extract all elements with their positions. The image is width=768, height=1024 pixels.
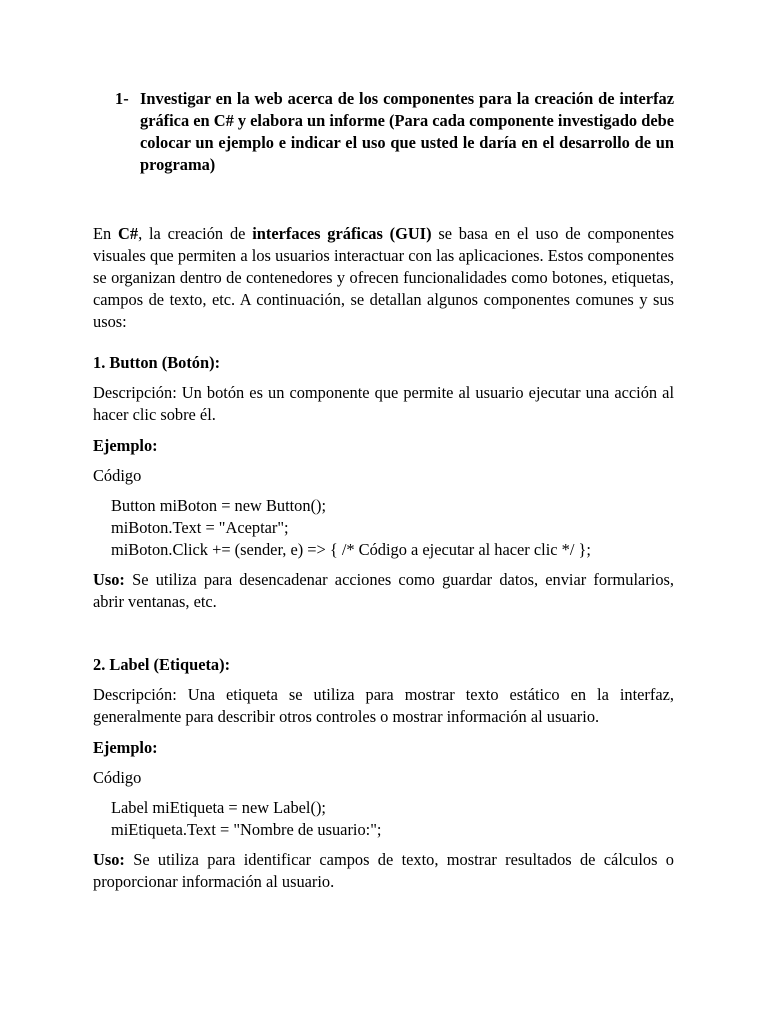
usage-text: Se utiliza para identificar campos de texto, mostrar resultados de cálculos o proporcionar información al usuario. (93, 850, 674, 891)
example-label: Ejemplo: (93, 738, 158, 757)
section-description: Descripción: Una etiqueta se utiliza para mostrar texto estático en la interfaz, generalmente para describir otros controles o mostrar información al usuario. (93, 685, 674, 726)
code-label: Código (93, 466, 142, 485)
task-number: 1- (115, 89, 129, 108)
code-label: Código (93, 768, 142, 787)
usage-label: Uso: (93, 850, 125, 869)
code-line: Button miBoton = new Button(); (111, 496, 327, 515)
usage-paragraph (93, 849, 674, 893)
intro-text-2: , la creación de (138, 224, 253, 243)
document-page (93, 88, 674, 893)
example-label: Ejemplo: (93, 436, 158, 455)
usage-paragraph (93, 569, 674, 613)
code-block (93, 797, 674, 841)
usage-text: Se utiliza para desencadenar acciones como guardar datos, enviar formularios, abrir ventanas, etc. (93, 570, 674, 611)
section-label (93, 654, 674, 893)
intro-paragraph (93, 223, 674, 333)
code-block (93, 495, 674, 561)
task-text: Investigar en la web acerca de los componentes para la creación de interfaz gráfica en C# y elabora un informe (Para cada componente investigado debe colocar un ejemplo e indicar el uso que usted le daría en el desarrollo de un programa) (140, 89, 675, 174)
intro-text-1: En (93, 224, 119, 243)
code-line: miBoton.Text = "Aceptar"; (111, 518, 289, 537)
usage-label: Uso: (93, 570, 125, 589)
section-button (93, 352, 674, 613)
intro-bold-gui: interfaces gráficas (GUI) (252, 224, 432, 243)
code-line: miBoton.Click += (sender, e) => { /* Código a ejecutar al hacer clic */ }; (111, 540, 591, 559)
section-heading: 2. Label (Etiqueta): (93, 655, 231, 674)
intro-text-3: se basa en el uso de componentes visuales que permiten a los usuarios interactuar con las aplicaciones. Estos componentes se organizan dentro de contenedores y ofrecen funcionalidades como botones, etiquetas, campos de texto, etc. A continuación, se detallan algunos componentes comunes y sus usos: (93, 224, 675, 331)
code-line: miEtiqueta.Text = "Nombre de usuario:"; (111, 820, 382, 839)
section-description: Descripción: Un botón es un componente que permite al usuario ejecutar una acción al hacer clic sobre él. (93, 383, 674, 424)
intro-bold-csharp: C# (118, 224, 139, 243)
code-line: Label miEtiqueta = new Label(); (111, 798, 326, 817)
task-statement (93, 88, 674, 176)
section-heading: 1. Button (Botón): (93, 353, 221, 372)
